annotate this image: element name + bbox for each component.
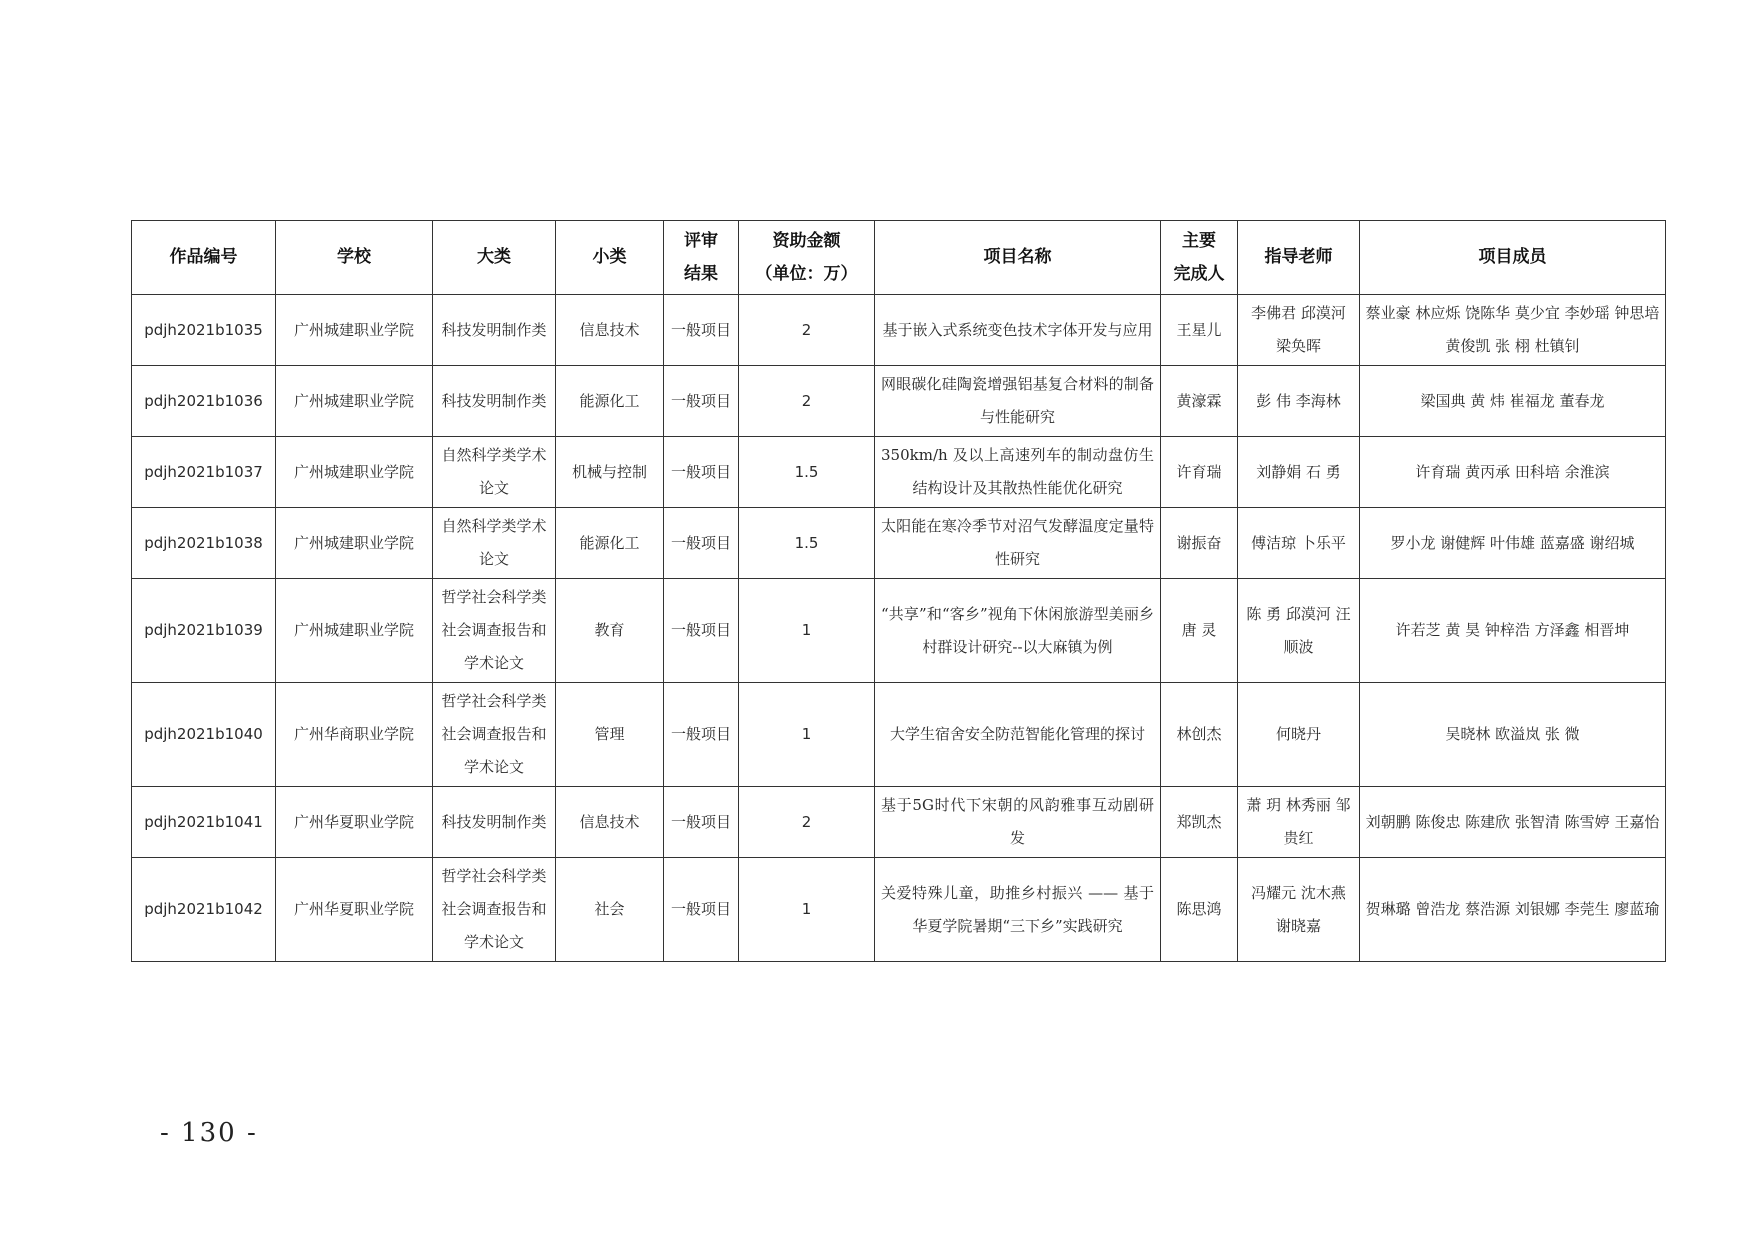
cell-advisors: 萧 玥 林秀丽 邹贵红 — [1238, 787, 1360, 858]
cell-category: 科技发明制作类 — [433, 295, 556, 366]
cell-members: 贺琳璐 曾浩龙 蔡浩源 刘银娜 李莞生 廖蓝瑜 — [1360, 858, 1666, 962]
cell-amount: 2 — [739, 295, 875, 366]
cell-school: 广州城建职业学院 — [276, 366, 433, 437]
header-school: 学校 — [276, 221, 433, 295]
cell-members: 蔡业豪 林应烁 饶陈华 莫少宜 李妙瑶 钟思培 黄俊凯 张 栩 杜镇钊 — [1360, 295, 1666, 366]
cell-category: 自然科学类学术论文 — [433, 508, 556, 579]
cell-members: 罗小龙 谢健辉 叶伟雄 蓝嘉盛 谢绍城 — [1360, 508, 1666, 579]
cell-members: 刘朝鹏 陈俊忠 陈建欣 张智清 陈雪婷 王嘉怡 — [1360, 787, 1666, 858]
cell-result: 一般项目 — [664, 437, 739, 508]
cell-members: 许育瑞 黄丙承 田科培 余淮滨 — [1360, 437, 1666, 508]
table-header-row — [132, 221, 1666, 295]
cell-school: 广州城建职业学院 — [276, 295, 433, 366]
cell-advisors: 傅洁琼 卜乐平 — [1238, 508, 1360, 579]
cell-leader: 许育瑞 — [1161, 437, 1238, 508]
cell-code: pdjh2021b1036 — [132, 366, 276, 437]
header-subcategory: 小类 — [556, 221, 664, 295]
cell-subcategory: 能源化工 — [556, 366, 664, 437]
cell-code: pdjh2021b1041 — [132, 787, 276, 858]
table-row — [132, 787, 1666, 858]
header-amount-line1: 资助金额 — [772, 230, 841, 251]
header-advisors: 指导老师 — [1238, 221, 1360, 295]
cell-amount: 1.5 — [739, 437, 875, 508]
cell-result: 一般项目 — [664, 295, 739, 366]
cell-result: 一般项目 — [664, 858, 739, 962]
cell-advisors: 陈 勇 邱漠河 汪顺波 — [1238, 579, 1360, 683]
cell-subcategory: 管理 — [556, 683, 664, 787]
header-amount — [739, 221, 875, 295]
table-row — [132, 683, 1666, 787]
cell-code: pdjh2021b1039 — [132, 579, 276, 683]
header-leader — [1161, 221, 1238, 295]
cell-code: pdjh2021b1038 — [132, 508, 276, 579]
header-result-line2: 结果 — [684, 263, 718, 284]
cell-result: 一般项目 — [664, 366, 739, 437]
cell-school: 广州城建职业学院 — [276, 579, 433, 683]
cell-category: 哲学社会科学类社会调查报告和学术论文 — [433, 683, 556, 787]
cell-members: 吴晓林 欧溢岚 张 微 — [1360, 683, 1666, 787]
header-result-line1: 评审 — [684, 230, 718, 251]
cell-school: 广州华夏职业学院 — [276, 858, 433, 962]
cell-amount: 2 — [739, 366, 875, 437]
cell-leader: 唐 灵 — [1161, 579, 1238, 683]
cell-school: 广州城建职业学院 — [276, 437, 433, 508]
cell-leader: 林创杰 — [1161, 683, 1238, 787]
cell-subcategory: 能源化工 — [556, 508, 664, 579]
cell-category: 哲学社会科学类社会调查报告和学术论文 — [433, 858, 556, 962]
project-table — [131, 220, 1666, 962]
table-row — [132, 366, 1666, 437]
cell-title: 350km/h 及以上高速列车的制动盘仿生结构设计及其散热性能优化研究 — [875, 437, 1161, 508]
cell-subcategory: 信息技术 — [556, 295, 664, 366]
cell-advisors: 冯耀元 沈木燕 谢晓嘉 — [1238, 858, 1360, 962]
cell-leader: 黄濠霖 — [1161, 366, 1238, 437]
table-row — [132, 295, 1666, 366]
cell-advisors: 刘静娟 石 勇 — [1238, 437, 1360, 508]
cell-result: 一般项目 — [664, 787, 739, 858]
cell-result: 一般项目 — [664, 579, 739, 683]
cell-subcategory: 机械与控制 — [556, 437, 664, 508]
header-leader-line2: 完成人 — [1173, 263, 1225, 284]
cell-amount: 1 — [739, 858, 875, 962]
header-title: 项目名称 — [875, 221, 1161, 295]
cell-title: “共享”和“客乡”视角下休闲旅游型美丽乡村群设计研究--以大麻镇为例 — [875, 579, 1161, 683]
cell-title: 大学生宿舍安全防范智能化管理的探讨 — [875, 683, 1161, 787]
cell-category: 哲学社会科学类社会调查报告和学术论文 — [433, 579, 556, 683]
cell-result: 一般项目 — [664, 683, 739, 787]
cell-leader: 王星儿 — [1161, 295, 1238, 366]
table-row — [132, 437, 1666, 508]
cell-code: pdjh2021b1040 — [132, 683, 276, 787]
page-number: - 130 - — [160, 1118, 258, 1148]
cell-subcategory: 社会 — [556, 858, 664, 962]
header-code: 作品编号 — [132, 221, 276, 295]
cell-school: 广州华夏职业学院 — [276, 787, 433, 858]
cell-school: 广州城建职业学院 — [276, 508, 433, 579]
table-row — [132, 579, 1666, 683]
cell-advisors: 何晓丹 — [1238, 683, 1360, 787]
cell-advisors: 彭 伟 李海林 — [1238, 366, 1360, 437]
cell-amount: 2 — [739, 787, 875, 858]
cell-advisors: 李佛君 邱漠河 梁奂晖 — [1238, 295, 1360, 366]
header-leader-line1: 主要 — [1182, 230, 1216, 251]
table-row — [132, 508, 1666, 579]
cell-category: 科技发明制作类 — [433, 366, 556, 437]
cell-code: pdjh2021b1042 — [132, 858, 276, 962]
cell-amount: 1 — [739, 683, 875, 787]
cell-subcategory: 信息技术 — [556, 787, 664, 858]
cell-leader: 谢振奋 — [1161, 508, 1238, 579]
cell-category: 自然科学类学术论文 — [433, 437, 556, 508]
cell-amount: 1 — [739, 579, 875, 683]
cell-members: 梁国典 黄 炜 崔福龙 董春龙 — [1360, 366, 1666, 437]
cell-title: 基于5G时代下宋朝的风韵雅事互动剧研发 — [875, 787, 1161, 858]
cell-members: 许若芝 黄 昊 钟梓浩 方泽鑫 相晋坤 — [1360, 579, 1666, 683]
table-row — [132, 858, 1666, 962]
cell-title: 关爱特殊儿童，助推乡村振兴 —— 基于华夏学院暑期“三下乡”实践研究 — [875, 858, 1161, 962]
cell-result: 一般项目 — [664, 508, 739, 579]
cell-school: 广州华商职业学院 — [276, 683, 433, 787]
cell-title: 网眼碳化硅陶瓷增强铝基复合材料的制备与性能研究 — [875, 366, 1161, 437]
cell-code: pdjh2021b1035 — [132, 295, 276, 366]
cell-amount: 1.5 — [739, 508, 875, 579]
cell-category: 科技发明制作类 — [433, 787, 556, 858]
cell-leader: 陈思鸿 — [1161, 858, 1238, 962]
cell-title: 基于嵌入式系统变色技术字体开发与应用 — [875, 295, 1161, 366]
cell-subcategory: 教育 — [556, 579, 664, 683]
cell-leader: 郑凯杰 — [1161, 787, 1238, 858]
header-result — [664, 221, 739, 295]
header-category: 大类 — [433, 221, 556, 295]
cell-code: pdjh2021b1037 — [132, 437, 276, 508]
cell-title: 太阳能在寒冷季节对沼气发酵温度定量特性研究 — [875, 508, 1161, 579]
header-amount-line2: （单位：万） — [755, 263, 858, 284]
header-members: 项目成员 — [1360, 221, 1666, 295]
